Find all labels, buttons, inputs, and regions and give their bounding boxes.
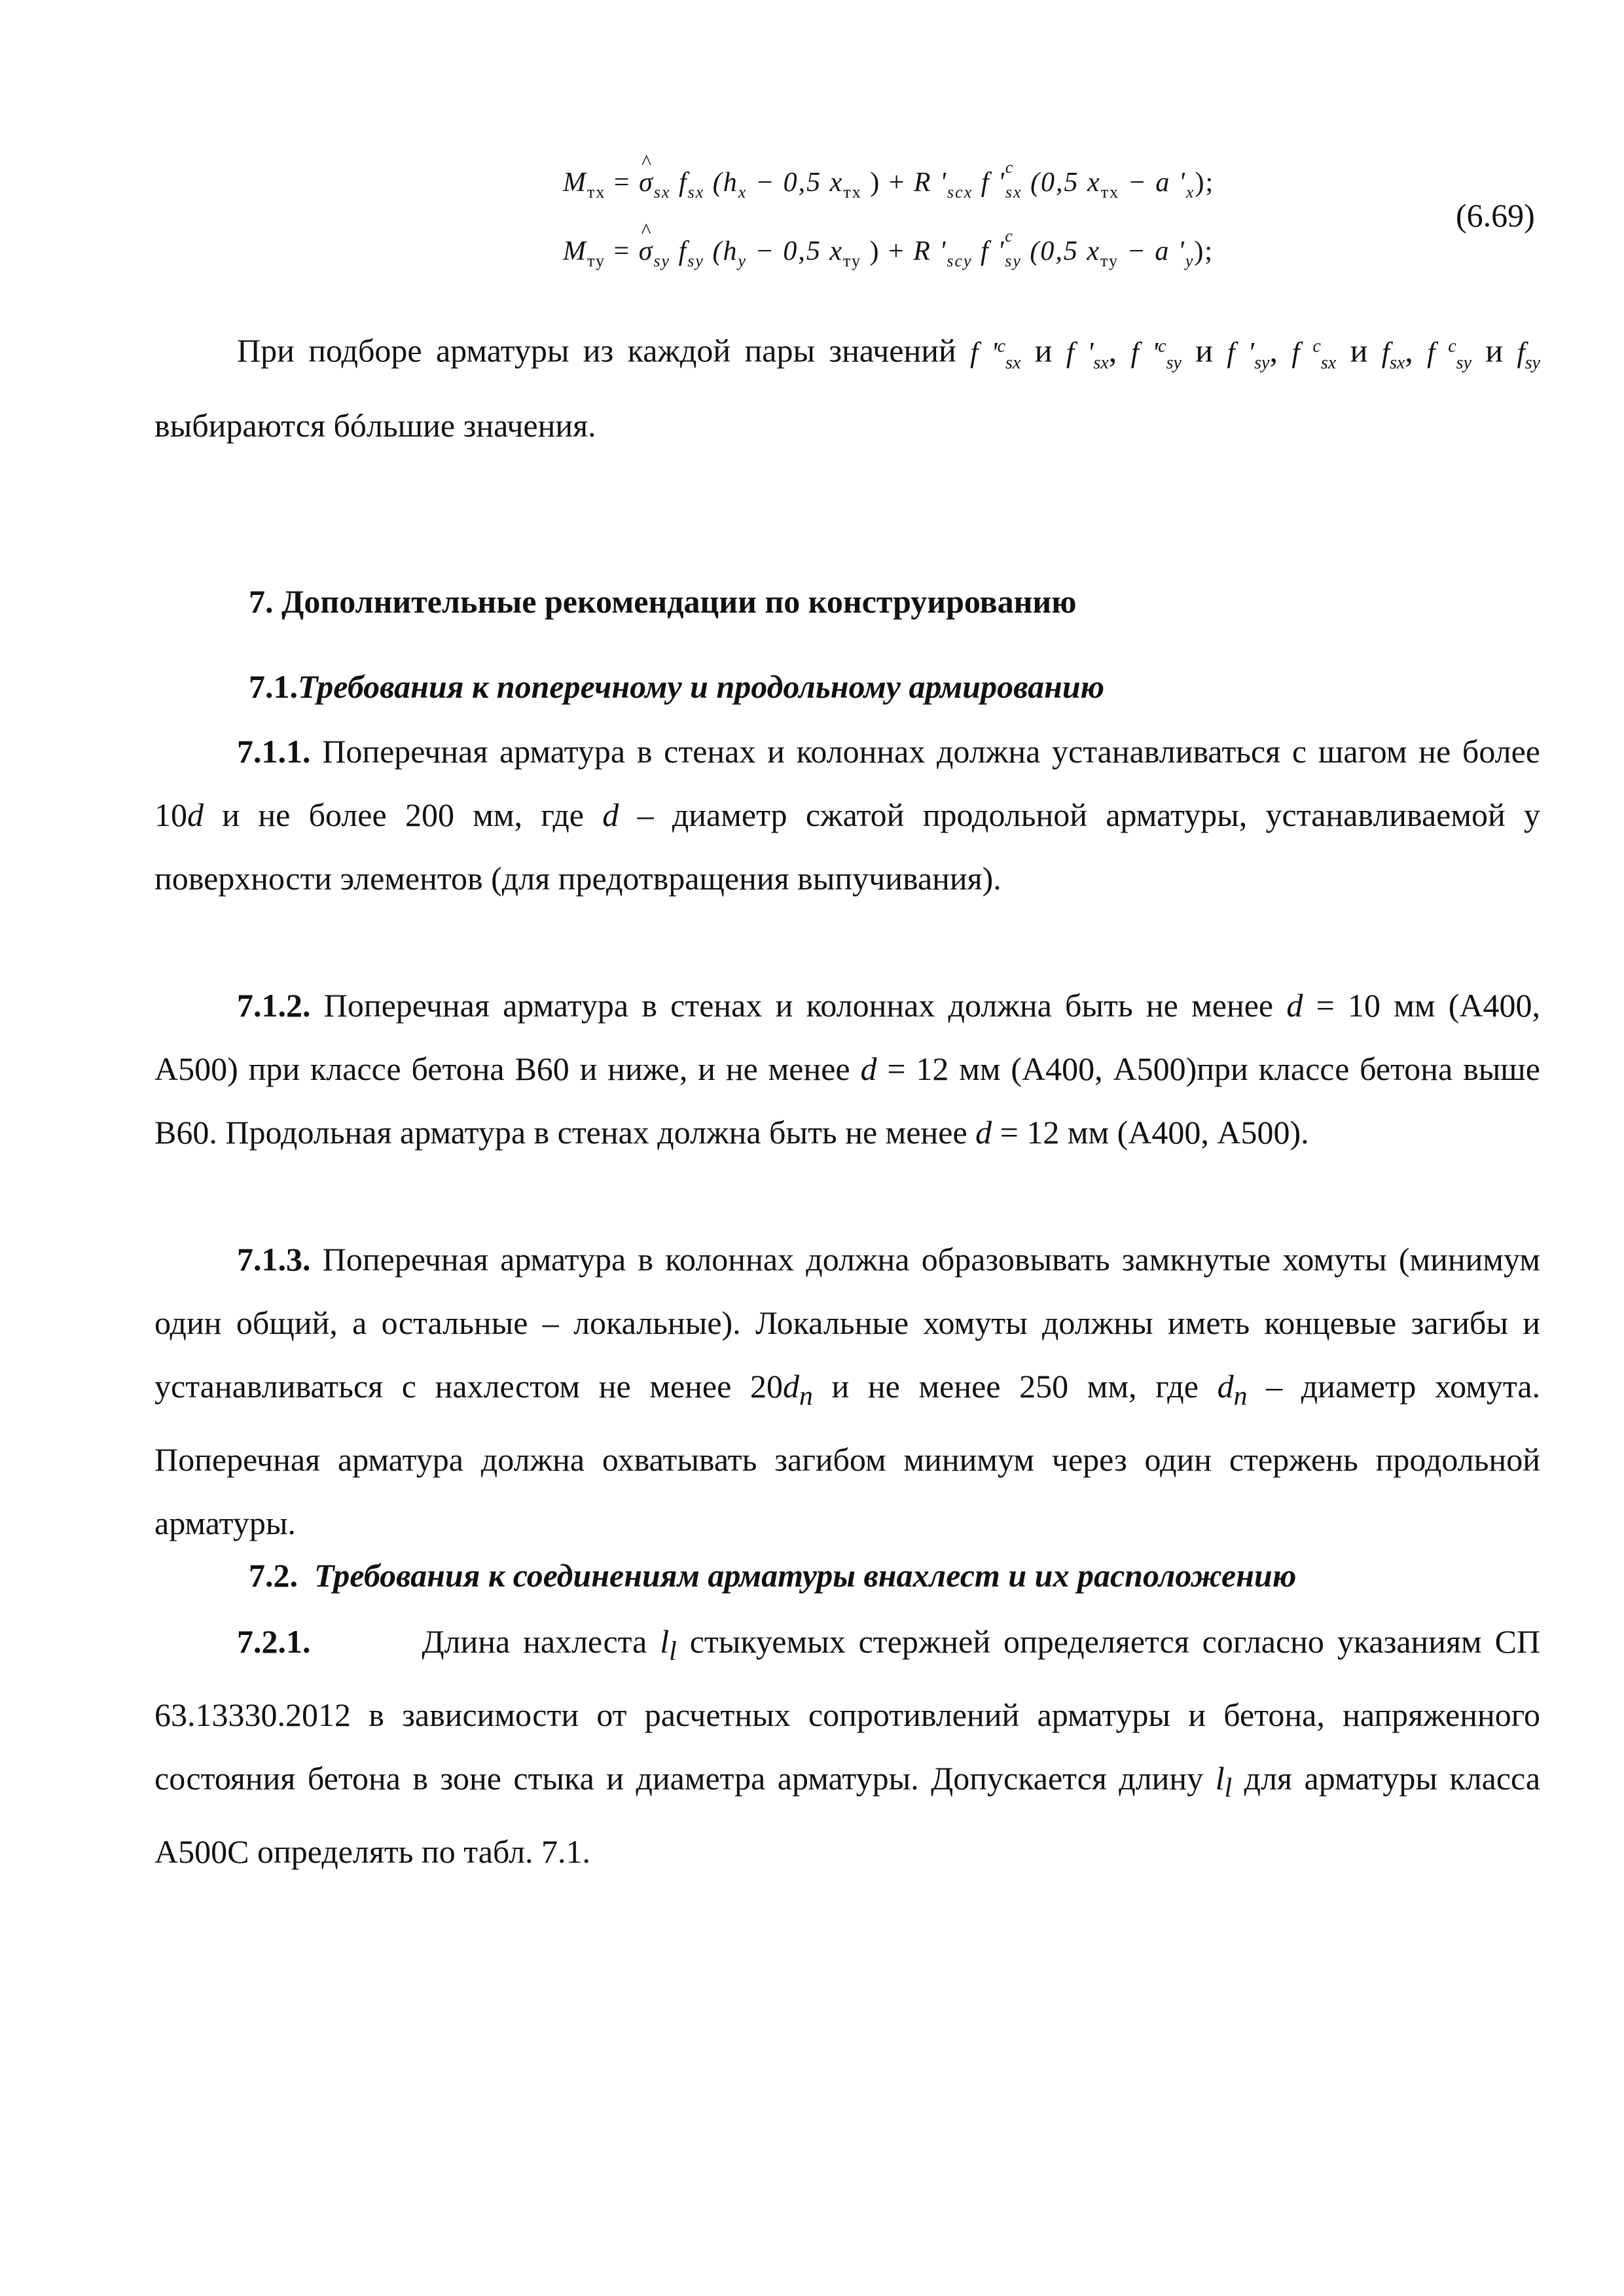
formula-line-mtx: [563, 158, 1215, 202]
formula-symbol: R ': [913, 168, 948, 198]
subsection-number: 7.2.: [249, 1557, 298, 1594]
section-7-title: 7. Дополнительные рекомендации по конструированию: [249, 583, 1077, 620]
formula-symbol: f ': [981, 236, 1005, 266]
paragraph-text: = 10 мм (А400, А500) при классе бетона В60 и ниже, и не менее: [154, 987, 1540, 1087]
clause-number: 7.2.1.: [237, 1623, 311, 1660]
formula-superscript: c: [1005, 158, 1015, 177]
paragraph-text: и: [1350, 332, 1368, 369]
formula-symbol: − a ': [1127, 168, 1186, 198]
symbol-f-sy: $f_{sy}$: [1517, 336, 1541, 373]
paragraph-text: – диаметр сжатой продольной арматуры, устанавливаемой у поверхности элементов (для предотвращения выпучивания).: [154, 797, 1541, 897]
symbol-subscript: l: [1224, 1773, 1233, 1803]
symbol-f-prime-sx: f '$_{sx}$: [1066, 336, 1109, 373]
formula-subscript: x: [1185, 183, 1195, 202]
formula-symbol: ^ σ: [639, 167, 654, 198]
subsection-number: 7.1.: [249, 668, 298, 705]
paragraph-text: и: [1034, 332, 1053, 369]
formula-subscript: sy: [687, 251, 704, 270]
subsection-title: Требования к поперечному и продольному армированию: [298, 668, 1105, 705]
paragraph-text: выбираются бóльшие значения.: [154, 407, 596, 444]
subsection-7-2-heading: [249, 1556, 1296, 1594]
symbol-l: l: [660, 1623, 670, 1660]
formula-symbol: f: [678, 236, 688, 266]
symbol-d: d: [860, 1050, 877, 1087]
symbol-d: d: [187, 797, 204, 833]
formula-subscript: ту: [842, 251, 862, 270]
formula-subscript: x: [738, 183, 748, 202]
formula-symbol: (h: [712, 168, 738, 198]
subsection-title: Требования к соединениям арматуры внахлест и их расположению: [314, 1557, 1297, 1594]
symbol-f-c-sx: f $^c_{sx}$: [1291, 336, 1337, 373]
formula-subscript: тх: [1100, 183, 1120, 202]
formula-subscript: sx: [1005, 183, 1022, 202]
paragraph-text: При подборе арматуры из каждой пары значений: [237, 332, 956, 369]
formula-symbol: );: [1195, 168, 1215, 198]
formula-symbol: R ': [913, 236, 947, 266]
clause-number: 7.1.3.: [237, 1241, 311, 1278]
paragraph-text: Длина нахлеста: [422, 1623, 647, 1660]
formula-symbol: − a ': [1127, 236, 1185, 266]
paragraph-text: ,: [1269, 332, 1278, 369]
clause-number: 7.1.1.: [237, 733, 311, 770]
formula-symbol: ) +: [870, 168, 906, 198]
paragraph-text: и: [1195, 332, 1214, 369]
formula-line-mty: [563, 226, 1214, 271]
formula-symbol: f: [678, 168, 688, 198]
formula-subscript: y: [1185, 251, 1195, 270]
symbol-f-sx: $f_{sx}$: [1381, 336, 1405, 373]
formula-supsub: [1005, 158, 1022, 202]
paragraph-text: и: [1485, 332, 1504, 369]
paragraph-text: стыкуемых стержней определяется согласно указаниям СП 63.13330.2012 в зависимости от расчетных сопротивлений арматуры и бетона, напряженного состояния бетона в зоне стыка и диаметра арматуры. Допускается длину: [154, 1623, 1541, 1797]
formula-subscript: sy: [1005, 251, 1022, 270]
paragraph-7-2-1: [154, 1610, 1540, 1884]
formula-superscript: c: [1005, 226, 1014, 245]
symbol-f-prime-c-sy: f '$^c_{sy}$: [1130, 336, 1182, 373]
paragraph-text: – диаметр хомута. Поперечная арматура должна охватывать загибом минимум через один стержень продольной арматуры.: [154, 1368, 1541, 1541]
symbol-d: d: [975, 1114, 992, 1151]
formula-subscript: y: [738, 251, 747, 270]
formula-symbol: ) +: [869, 236, 905, 266]
paragraph-text: ,: [1108, 332, 1117, 369]
symbol-l: l: [1215, 1760, 1225, 1797]
formula-symbol: f ': [981, 168, 1005, 198]
formula-symbol: (h: [712, 236, 738, 266]
formula-subscript: sx: [653, 183, 671, 202]
equation-number: (6.69): [1456, 197, 1535, 234]
symbol-dn: d: [1217, 1368, 1234, 1405]
paragraph-text: и не более 200 мм, где: [222, 797, 584, 833]
paragraph-7-1-2: [154, 974, 1540, 1164]
formula-symbol: − 0,5 x: [755, 236, 843, 266]
paragraph-7-1-3: [154, 1228, 1540, 1555]
formula-symbol: =: [613, 236, 631, 266]
symbol-d: d: [602, 797, 619, 833]
formula-symbol: ^ σ: [639, 236, 654, 267]
formula-subscript: тх: [843, 183, 862, 202]
symbol-f-prime-c-sx: f '$^c_{sx}$: [970, 336, 1021, 373]
formula-symbol: M: [563, 236, 587, 266]
paragraph-text: ,: [1405, 332, 1413, 369]
formula-symbol: M: [563, 168, 587, 198]
subsection-7-1-heading: [249, 668, 1104, 706]
formula-subscript: sx: [687, 183, 705, 202]
paragraph-text: = 12 мм (А400, А500).: [1000, 1114, 1309, 1151]
symbol-subscript: l: [669, 1636, 677, 1666]
paragraph-text: Поперечная арматура в стенах и колоннах должна устанавливаться с шагом не более 10: [154, 733, 1540, 833]
paragraph-text: и не менее 250 мм, где: [831, 1368, 1199, 1405]
symbol-f-prime-sy: f $'_{sy}$: [1227, 336, 1270, 373]
paragraph-selection: [154, 314, 1540, 457]
formula-subscript: sy: [653, 251, 671, 270]
formula-symbol: − 0,5 x: [755, 168, 844, 198]
symbol-subscript: n: [1233, 1381, 1248, 1411]
formula-subscript: тх: [587, 183, 606, 202]
formula-symbol: (0,5 x: [1030, 168, 1101, 198]
formula-symbol: =: [613, 168, 631, 198]
paragraph-7-1-1: [154, 720, 1540, 910]
formula-subscript: ту: [1100, 251, 1119, 270]
formula-subscript: ту: [587, 251, 606, 270]
paragraph-text: = 12 мм (А400, А500)при классе бетона выше В60. Продольная арматура в стенах должна быть не менее: [154, 1050, 1540, 1151]
clause-number: 7.1.2.: [237, 987, 311, 1024]
symbol-d: d: [1286, 987, 1303, 1024]
symbol-subscript: n: [799, 1381, 813, 1411]
formula-subscript: scy: [947, 251, 973, 270]
symbol-f-c-sy: f $^c_{sy}$: [1427, 336, 1471, 373]
formula-symbol: (0,5 x: [1030, 236, 1101, 266]
formula-subscript: scx: [947, 183, 973, 202]
paragraph-text: Поперечная арматура в колоннах должна образовывать замкнутые хомуты (минимум один общий, а остальные – локальные). Локальные хомуты должны иметь концевые загибы и устанавливаться с нахлестом не менее 20: [154, 1241, 1541, 1405]
paragraph-text: Поперечная арматура в стенах и колоннах должна быть не менее: [323, 987, 1274, 1024]
symbol-dn: d: [782, 1368, 799, 1405]
formula-symbol: );: [1194, 236, 1214, 266]
paragraph-text: для арматуры класса А500С определять по табл. 7.1.: [154, 1760, 1541, 1870]
formula-supsub: [1005, 226, 1022, 271]
